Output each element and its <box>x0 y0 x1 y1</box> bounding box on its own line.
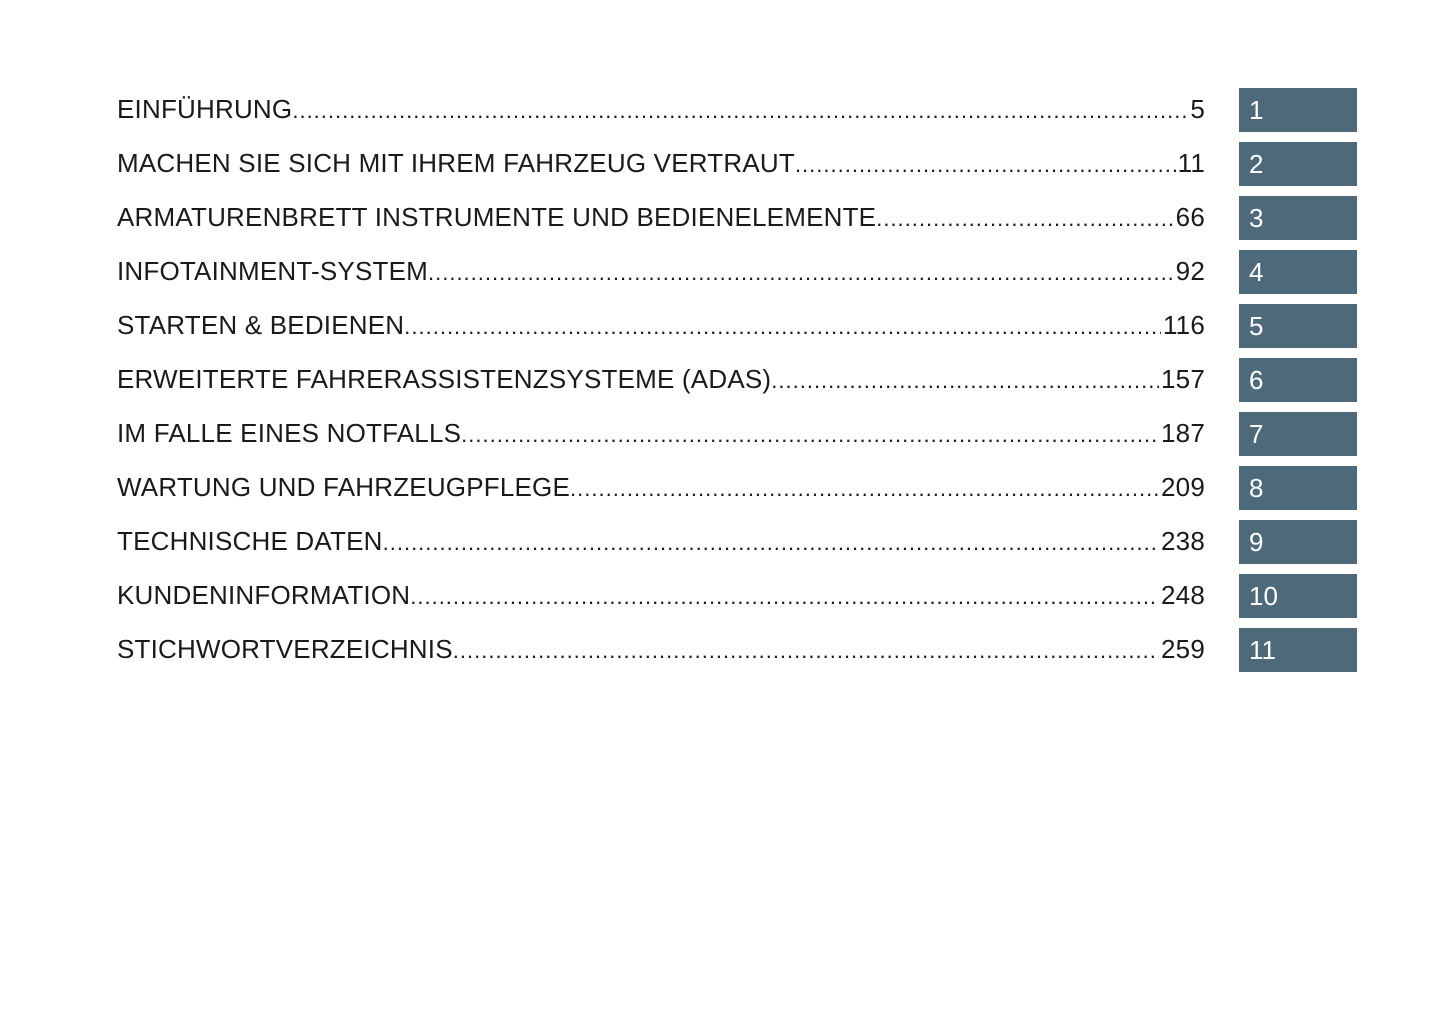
toc-row <box>117 304 1357 348</box>
dot-leader <box>383 521 1159 565</box>
dot-leader <box>428 251 1174 295</box>
dot-leader <box>876 197 1173 241</box>
chapter-tab[interactable]: 2 <box>1239 142 1357 186</box>
toc-entry-title: TECHNISCHE DATEN <box>117 526 383 556</box>
dot-leader <box>771 359 1159 403</box>
toc-entry-page-number: 187 <box>1161 418 1205 448</box>
dot-leader <box>453 629 1159 673</box>
toc-row <box>117 466 1357 510</box>
toc-row <box>117 250 1357 294</box>
chapter-tab[interactable]: 9 <box>1239 520 1357 564</box>
toc-entry[interactable] <box>117 141 1205 187</box>
toc-row <box>117 628 1357 672</box>
toc-entry-title: STARTEN & BEDIENEN <box>117 310 405 340</box>
toc-row <box>117 358 1357 402</box>
toc-entry-title: KUNDENINFORMATION <box>117 580 411 610</box>
toc-entry[interactable] <box>117 411 1205 457</box>
toc-entry-title: INFOTAINMENT-SYSTEM <box>117 256 428 286</box>
toc-entry-title: IM FALLE EINES NOTFALLS <box>117 418 462 448</box>
chapter-tab[interactable]: 8 <box>1239 466 1357 510</box>
toc-row <box>117 520 1357 564</box>
dot-leader <box>292 89 1188 133</box>
toc-entry-title: ERWEITERTE FAHRERASSISTENZSYSTEME (ADAS) <box>117 364 772 394</box>
toc-entry[interactable] <box>117 303 1205 349</box>
dot-leader <box>795 143 1176 187</box>
chapter-tab[interactable]: 4 <box>1239 250 1357 294</box>
toc-row <box>117 142 1357 186</box>
toc-entry-page-number: 157 <box>1161 364 1205 394</box>
chapter-tab[interactable]: 7 <box>1239 412 1357 456</box>
toc-entry-title: STICHWORTVERZEICHNIS <box>117 634 453 664</box>
chapter-tab[interactable]: 6 <box>1239 358 1357 402</box>
toc-entry-page-number: 238 <box>1161 526 1205 556</box>
toc-row <box>117 412 1357 456</box>
toc-entry-page-number: 5 <box>1190 94 1205 124</box>
toc-entry-page-number: 209 <box>1161 472 1205 502</box>
toc-entry-page-number: 259 <box>1161 634 1205 664</box>
dot-leader <box>404 305 1161 349</box>
chapter-tab[interactable]: 5 <box>1239 304 1357 348</box>
toc-entry[interactable] <box>117 357 1205 403</box>
toc-entry[interactable] <box>117 195 1205 241</box>
toc-entry-page-number: 66 <box>1175 202 1205 232</box>
dot-leader <box>570 467 1159 511</box>
toc-entry[interactable] <box>117 573 1205 619</box>
toc-entry-page-number: 248 <box>1161 580 1205 610</box>
toc-row <box>117 196 1357 240</box>
toc-entry-title: WARTUNG UND FAHRZEUGPFLEGE <box>117 472 571 502</box>
toc-entry[interactable] <box>117 87 1205 133</box>
toc-entry-page-number: 116 <box>1162 310 1205 340</box>
toc-entry-title: ARMATURENBRETT INSTRUMENTE UND BEDIENELEMENTE <box>117 202 877 232</box>
toc-entry[interactable] <box>117 465 1205 511</box>
toc-row <box>117 574 1357 618</box>
toc-entry-title: EINFÜHRUNG <box>117 94 293 124</box>
toc-row <box>117 88 1357 132</box>
toc-entry-page-number: 11 <box>1177 148 1205 178</box>
chapter-tab[interactable]: 1 <box>1239 88 1357 132</box>
toc-entry[interactable] <box>117 249 1205 295</box>
toc-entry[interactable] <box>117 519 1205 565</box>
toc-entry-title: MACHEN SIE SICH MIT IHREM FAHRZEUG VERTRAUT <box>117 148 795 178</box>
dot-leader <box>410 575 1159 619</box>
table-of-contents <box>117 88 1357 682</box>
toc-entry[interactable] <box>117 627 1205 673</box>
toc-entry-page-number: 92 <box>1175 256 1205 286</box>
chapter-tab[interactable]: 10 <box>1239 574 1357 618</box>
chapter-tab[interactable]: 11 <box>1239 628 1357 672</box>
dot-leader <box>461 413 1159 457</box>
chapter-tab[interactable]: 3 <box>1239 196 1357 240</box>
